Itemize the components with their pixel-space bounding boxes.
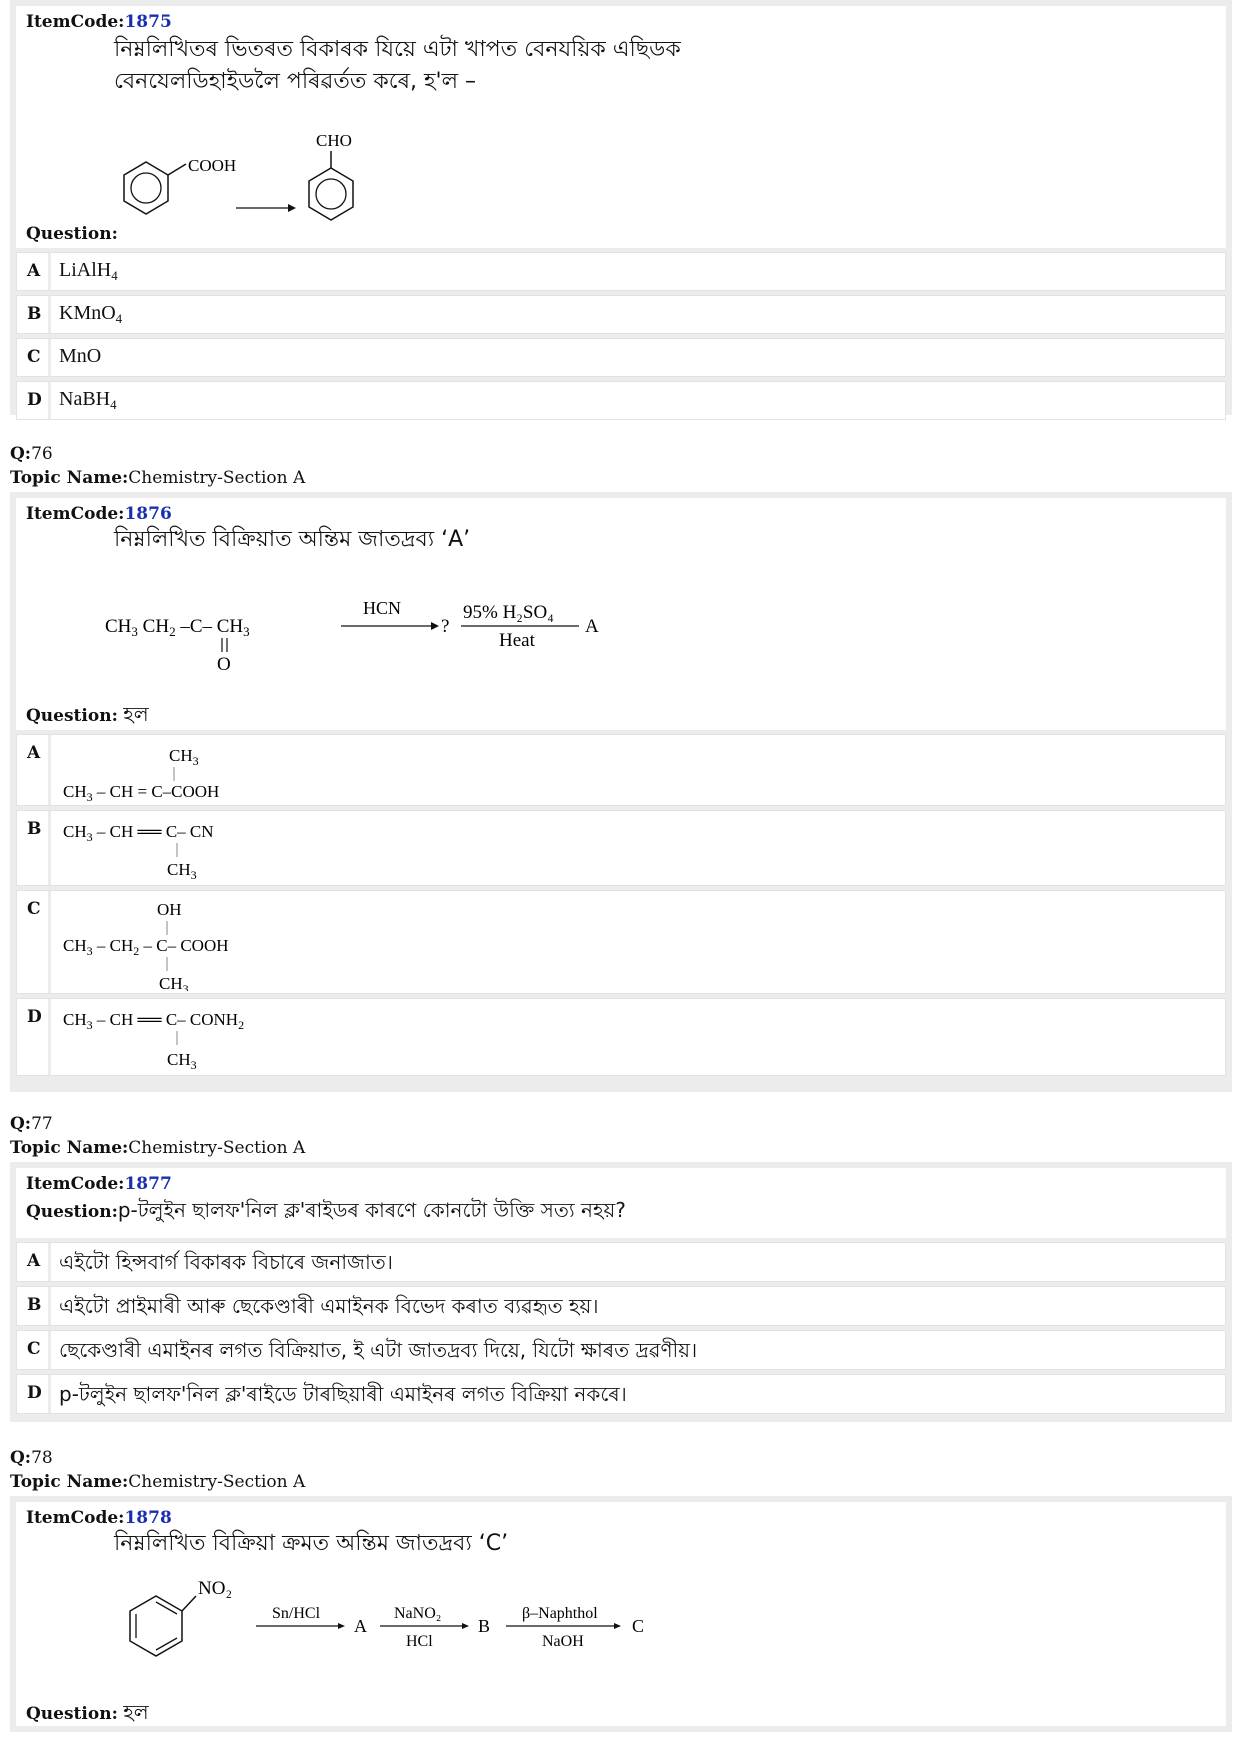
option-a[interactable]	[16, 252, 1226, 291]
topic-name: Chemistry-Section A	[128, 468, 306, 488]
question-text: হল	[123, 1700, 149, 1724]
q-label: Q:	[10, 444, 32, 464]
svg-text:O: O	[217, 654, 231, 675]
option-c[interactable]	[16, 1330, 1226, 1370]
question-stem	[16, 498, 1226, 730]
option-a[interactable]	[16, 734, 1226, 806]
item-code: 1878	[124, 1508, 172, 1528]
question-stem	[16, 1168, 1226, 1238]
option-text: এইটো হিন্সবাৰ্গ বিকাৰক বিচাৰে জনাজাত।	[59, 1250, 393, 1274]
arrow-head	[288, 204, 296, 212]
question-label: Question:	[26, 706, 118, 726]
option-text: p-টলুইন ছালফ'নিল ক্ল'ৰাইডে টাৰছিয়াৰী এমাইনৰ লগত বিক্ৰিয়া নকৰে।	[59, 1382, 627, 1406]
reagent-h2so4: 95% H₂SO₄	[463, 602, 554, 623]
svg-text:CH3: $CH_3$	[167, 1050, 197, 1072]
question-stem	[16, 1502, 1226, 1726]
topic-name: Chemistry-Section A	[128, 1472, 306, 1492]
option-structure	[51, 735, 1225, 805]
intermediate-a: A	[354, 1616, 367, 1636]
reagent-sn-hcl: Sn/HCl	[272, 1605, 321, 1622]
option-key: D	[17, 382, 51, 419]
question-card-75	[10, 0, 1232, 415]
question-label: Question:	[26, 1202, 118, 1222]
option-key: C	[17, 339, 51, 376]
topic-name: Chemistry-Section A	[128, 1138, 306, 1158]
option-text: NaBH$_4$	[59, 388, 117, 412]
svg-text:CH3: $CH_3$	[167, 860, 197, 882]
option-key: B	[17, 811, 51, 885]
question-line	[26, 698, 149, 730]
stem-line: নিম্নলিখিত বিক্ৰিয়া ক্ৰমত অন্তিম জাতদ্ৰব্য ‘C’	[114, 1531, 509, 1556]
option-d[interactable]	[16, 381, 1226, 420]
question-stem	[16, 6, 1226, 248]
option-key: C	[17, 1331, 51, 1369]
item-code-label: ItemCode:	[26, 1174, 125, 1194]
item-code-label: ItemCode:	[26, 12, 125, 32]
question-text: হল	[123, 702, 149, 726]
svg-text:CH3 – CH ══ C– CONH2: $CH_3$ – CH ══ C– $CONH_2$	[63, 1010, 245, 1032]
question-card-77	[10, 1162, 1232, 1422]
topic-label: Topic Name:	[10, 468, 129, 488]
product-group: CHO	[316, 131, 352, 150]
svg-text:OH: OH	[157, 900, 182, 919]
item-code: 1875	[124, 12, 172, 32]
svg-text:CH3 – CH = C–COOH: $CH_3$ – CH = C–COOH	[63, 782, 220, 804]
option-text: ছেকেণ্ডাৰী এমাইনৰ লগত বিক্ৰিয়াত, ই এটা জাতদ্ৰব্য দিয়ে, যিটো ক্ষাৰত দ্ৰৱণীয়।	[59, 1338, 698, 1362]
option-key: A	[17, 735, 51, 805]
reagent-naoh: NaOH	[542, 1633, 584, 1650]
option-b[interactable]	[16, 295, 1226, 334]
reagent-hcn: HCN	[363, 598, 402, 618]
bond	[168, 164, 186, 175]
option-key: D	[17, 1375, 51, 1413]
item-code: 1876	[124, 504, 172, 524]
svg-text:CH3 – CH2 – C– COOH: $CH_3 - CH_2 - C-$ COOH	[63, 936, 229, 958]
question-header-77	[10, 1112, 305, 1160]
question-label: Question:	[26, 224, 118, 244]
question-label: Question:	[26, 1704, 118, 1724]
substituent-no2: NO₂	[198, 1578, 233, 1599]
option-key: B	[17, 296, 51, 333]
item-code: 1877	[124, 1174, 172, 1194]
question-card-76	[10, 492, 1232, 1092]
condition-heat: Heat	[499, 630, 535, 651]
option-key: B	[17, 1287, 51, 1325]
option-d[interactable]	[16, 998, 1226, 1076]
stem-line: নিম্নলিখিতৰ ভিতৰত বিকাৰক যিয়ে এটা খাপত বেনযয়িক এছিডক	[114, 37, 681, 62]
topic-label: Topic Name:	[10, 1138, 129, 1158]
q-number: 78	[31, 1448, 53, 1468]
option-key: A	[17, 253, 51, 290]
product-a: A	[585, 616, 599, 637]
stem-line: নিম্নলিখিত বিক্ৰিয়াত অন্তিম জাতদ্ৰব্য ‘A’	[114, 527, 471, 552]
svg-text:CH3 – CH ══ C– CN: $CH_3$ – CH ══ C– CN	[63, 822, 214, 844]
q-number: 76	[31, 444, 53, 464]
question-line	[26, 1696, 149, 1728]
svg-text:CH3: $CH_3$	[169, 746, 199, 768]
intermediate-b: B	[478, 1616, 491, 1636]
reaction-scheme	[101, 596, 661, 686]
reagent-nano2: NaNO₂	[394, 1605, 442, 1622]
q-label: Q:	[10, 1448, 32, 1468]
reactant-group: COOH	[188, 156, 237, 175]
option-c[interactable]	[16, 338, 1226, 377]
aromatic-circle	[316, 179, 346, 209]
reaction-scheme	[106, 1574, 746, 1684]
reagent-hcl: HCl	[406, 1633, 433, 1650]
svg-text:?: ?	[441, 616, 450, 637]
svg-text:CH3: $CH_3$	[159, 974, 189, 991]
svg-text:CH3 CH2 –C– CH3: $CH_3$ $CH_2$ –C– $CH_3$	[105, 616, 250, 639]
question-text: p-টলুইন ছালফ'নিল ক্ল'ৰাইডৰ কাৰণে কোনটো উক্তি সত্য নহয়?	[117, 1198, 626, 1222]
option-text: LiAlH$_4$	[59, 259, 118, 283]
aromatic-circle	[131, 173, 161, 203]
question-header-76	[10, 442, 305, 490]
option-text: MnO	[59, 345, 102, 367]
item-code-label: ItemCode:	[26, 1508, 125, 1528]
question-header-78	[10, 1446, 305, 1494]
stem-line: বেনযেলডিহাইডলৈ পৰিৱৰ্তত কৰে, হ'ল –	[114, 69, 476, 94]
topic-label: Topic Name:	[10, 1472, 129, 1492]
option-b[interactable]	[16, 1286, 1226, 1326]
option-text: KMnO$_4$	[59, 302, 123, 326]
option-b[interactable]	[16, 810, 1226, 886]
reagent-naphthol: β–Naphthol	[522, 1605, 598, 1622]
benzene-ring	[130, 1596, 182, 1656]
option-text: এইটো প্ৰাইমাৰী আৰু ছেকেণ্ডাৰী এমাইনক বিভেদ কৰাত ব্যৱহৃত হয়।	[59, 1294, 599, 1318]
item-code-label: ItemCode:	[26, 504, 125, 524]
option-key: C	[17, 891, 51, 993]
option-key: D	[17, 999, 51, 1075]
q-label: Q:	[10, 1114, 32, 1134]
option-structure	[51, 999, 1225, 1075]
question-card-78	[10, 1496, 1232, 1732]
product-c: C	[632, 1616, 645, 1636]
option-key: A	[17, 1243, 51, 1281]
option-structure	[51, 891, 1225, 993]
option-c[interactable]	[16, 890, 1226, 994]
q-number: 77	[31, 1114, 53, 1134]
option-a[interactable]	[16, 1242, 1226, 1282]
reaction-diagram	[96, 126, 456, 246]
option-d[interactable]	[16, 1374, 1226, 1414]
option-structure	[51, 811, 1225, 885]
